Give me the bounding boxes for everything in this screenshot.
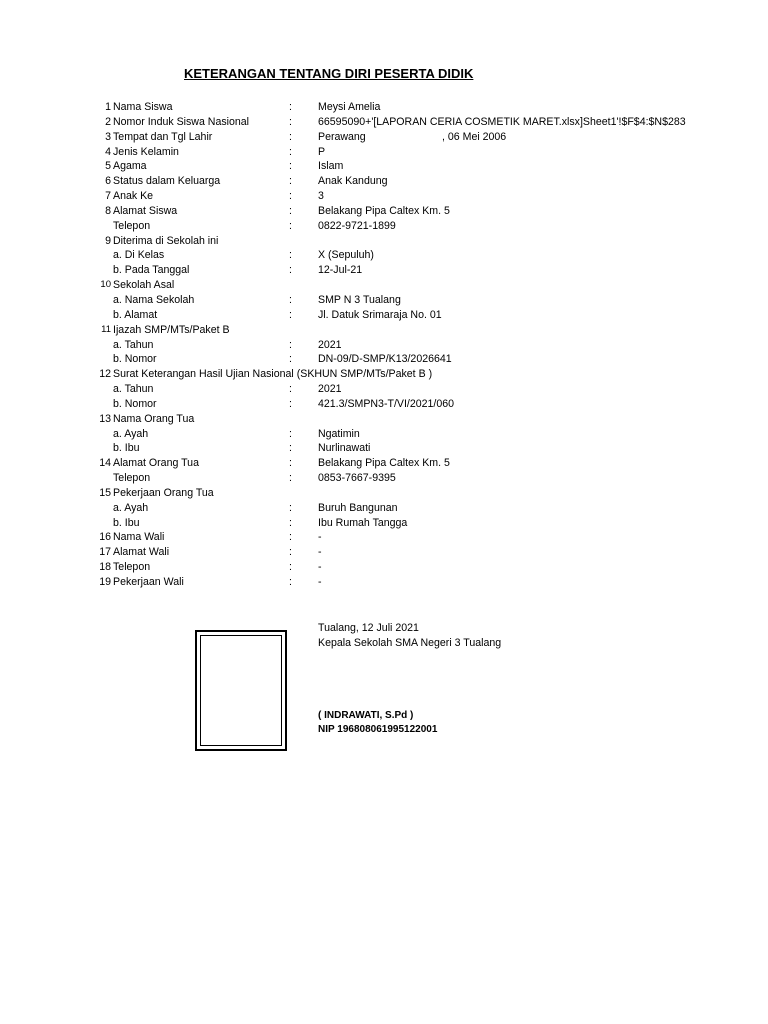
- row-value-date: , 06 Mei 2006: [442, 130, 507, 143]
- row-label: Alamat Siswa: [113, 204, 178, 217]
- row-value: -: [318, 531, 322, 544]
- row-number: 7: [105, 190, 111, 203]
- row-colon: :: [289, 427, 292, 440]
- student-info-list: [0, 100, 768, 590]
- row-label: Nama Wali: [113, 531, 165, 544]
- row-label: Alamat Wali: [113, 546, 170, 559]
- row-value: 12-Jul-21: [318, 264, 363, 277]
- row-number: 13: [99, 412, 111, 425]
- row-colon: :: [289, 531, 292, 544]
- row-colon: :: [289, 516, 292, 529]
- row-value: 2021: [318, 338, 342, 351]
- info-row: [0, 115, 768, 130]
- row-number: 10: [100, 279, 111, 291]
- row-value: Ngatimin: [318, 427, 360, 440]
- row-label: a. Tahun: [113, 338, 154, 351]
- info-row: [0, 338, 768, 353]
- info-row: [0, 219, 768, 234]
- row-colon: :: [289, 219, 292, 232]
- row-colon: :: [289, 472, 292, 485]
- row-value: Anak Kandung: [318, 175, 388, 188]
- info-row: [0, 412, 768, 427]
- row-value: 0822-9721-1899: [318, 219, 396, 232]
- row-number: 16: [99, 531, 111, 544]
- row-number: 12: [99, 368, 111, 381]
- row-value: X (Sepuluh): [318, 249, 374, 262]
- info-row: [0, 427, 768, 442]
- row-colon: :: [289, 546, 292, 559]
- info-row: [0, 367, 768, 382]
- row-number: 18: [99, 561, 111, 574]
- info-row: [0, 575, 768, 590]
- row-label: b. Nomor: [113, 353, 157, 366]
- row-label: Nomor Induk Siswa Nasional: [113, 115, 250, 128]
- row-number: 3: [105, 130, 111, 143]
- row-number: 2: [105, 115, 111, 128]
- row-label: a. Nama Sekolah: [113, 293, 195, 306]
- row-value: Belakang Pipa Caltex Km. 5: [318, 457, 450, 470]
- info-row: [0, 248, 768, 263]
- row-number: 9: [105, 234, 111, 247]
- info-row: [0, 278, 768, 293]
- row-colon: :: [289, 101, 292, 113]
- row-number: 14: [99, 457, 111, 470]
- row-label: Status dalam Keluarga: [113, 175, 221, 188]
- row-label: b. Ibu: [113, 516, 140, 529]
- info-row: [0, 441, 768, 456]
- row-value: Belakang Pipa Caltex Km. 5: [318, 204, 450, 217]
- info-row: [0, 560, 768, 575]
- info-row: [0, 486, 768, 501]
- info-row: [0, 130, 768, 145]
- row-number: 8: [105, 204, 111, 217]
- signatory-nip: NIP 196808061995122001: [318, 724, 438, 735]
- info-row: [0, 308, 768, 323]
- info-row: [0, 545, 768, 560]
- row-value: -: [318, 561, 322, 574]
- row-value: 421.3/SMPN3-T/VI/2021/060: [318, 397, 455, 410]
- info-row: [0, 516, 768, 531]
- row-colon: :: [289, 308, 292, 321]
- row-label: Alamat Orang Tua: [113, 457, 199, 470]
- row-label: Telepon: [113, 219, 151, 232]
- row-colon: :: [289, 501, 292, 514]
- row-colon: :: [289, 204, 292, 217]
- row-label: Anak Ke: [113, 190, 154, 203]
- signature-place-date: Tualang, 12 Juli 2021: [318, 622, 419, 634]
- row-number: 15: [99, 486, 111, 499]
- row-value: Buruh Bangunan: [318, 501, 398, 514]
- row-colon: :: [289, 397, 292, 410]
- row-value: 0853-7667-9395: [318, 472, 396, 485]
- row-colon: :: [289, 130, 292, 143]
- row-value: Jl. Datuk Srimaraja No. 01: [318, 308, 442, 321]
- row-colon: :: [289, 457, 292, 470]
- info-row: [0, 382, 768, 397]
- info-row: [0, 204, 768, 219]
- row-label: Surat Keterangan Hasil Ujian Nasional (SKHUN SMP/MTs/Paket B ): [113, 368, 433, 381]
- row-value: Meysi Amelia: [318, 101, 381, 113]
- row-value: Nurlinawati: [318, 442, 371, 455]
- info-row: [0, 471, 768, 486]
- photo-inner-border: [200, 635, 282, 746]
- row-value: Ibu Rumah Tangga: [318, 516, 408, 529]
- signatory-name: ( INDRAWATI, S.Pd ): [318, 710, 414, 721]
- row-colon: :: [289, 249, 292, 262]
- info-row: [0, 263, 768, 278]
- row-number: 4: [105, 145, 111, 158]
- row-label: Pekerjaan Orang Tua: [113, 486, 214, 499]
- document-title: KETERANGAN TENTANG DIRI PESERTA DIDIK: [184, 66, 474, 81]
- info-row: [0, 397, 768, 412]
- info-row: [0, 189, 768, 204]
- row-value: Perawang: [318, 130, 366, 143]
- info-row: [0, 159, 768, 174]
- row-value: 66595090+'[LAPORAN CERIA COSMETIK MARET.xlsx]Sheet1'!$F$4:$N$283: [318, 115, 686, 128]
- row-colon: :: [289, 175, 292, 188]
- info-row: [0, 456, 768, 471]
- row-label: Nama Siswa: [113, 101, 173, 113]
- row-colon: :: [289, 190, 292, 203]
- row-colon: :: [289, 115, 292, 128]
- row-colon: :: [289, 383, 292, 396]
- row-value: Islam: [318, 160, 344, 173]
- row-label: a. Di Kelas: [113, 249, 165, 262]
- row-label: Pekerjaan Wali: [113, 576, 184, 588]
- info-row: [0, 352, 768, 367]
- row-label: Tempat dan Tgl Lahir: [113, 130, 213, 143]
- row-label: Jenis Kelamin: [113, 145, 179, 158]
- row-label: Nama Orang Tua: [113, 412, 195, 425]
- row-label: Diterima di Sekolah ini: [113, 234, 219, 247]
- row-label: a. Ayah: [113, 501, 149, 514]
- row-value: 2021: [318, 383, 342, 396]
- row-label: b. Pada Tanggal: [113, 264, 190, 277]
- row-number: 19: [99, 576, 111, 588]
- row-label: Agama: [113, 160, 147, 173]
- info-row: [0, 174, 768, 189]
- row-colon: :: [289, 264, 292, 277]
- row-colon: :: [289, 338, 292, 351]
- row-colon: :: [289, 442, 292, 455]
- info-row: [0, 530, 768, 545]
- signature-position: Kepala Sekolah SMA Negeri 3 Tualang: [318, 637, 502, 649]
- info-row: [0, 323, 768, 338]
- row-label: Sekolah Asal: [113, 279, 175, 292]
- row-colon: :: [289, 293, 292, 306]
- row-value: -: [318, 576, 322, 588]
- row-label: a. Tahun: [113, 383, 154, 396]
- row-label: b. Nomor: [113, 397, 157, 410]
- row-value: DN-09/D-SMP/K13/2026641: [318, 353, 452, 366]
- photo-placeholder: [195, 630, 287, 751]
- row-label: b. Alamat: [113, 308, 158, 321]
- row-number: 5: [105, 160, 111, 173]
- row-label: b. Ibu: [113, 442, 140, 455]
- row-label: a. Ayah: [113, 427, 149, 440]
- info-row: [0, 293, 768, 308]
- row-value: P: [318, 145, 326, 158]
- row-colon: :: [289, 576, 292, 588]
- row-label: Ijazah SMP/MTs/Paket B: [113, 323, 230, 336]
- row-colon: :: [289, 561, 292, 574]
- info-row: [0, 145, 768, 160]
- row-colon: :: [289, 353, 292, 366]
- info-row: [0, 234, 768, 249]
- row-value: -: [318, 546, 322, 559]
- row-value: 3: [318, 190, 324, 203]
- row-number: 1: [105, 101, 111, 113]
- row-number: 6: [105, 175, 111, 188]
- row-label: Telepon: [113, 561, 151, 574]
- row-value: SMP N 3 Tualang: [318, 293, 401, 306]
- info-row: [0, 501, 768, 516]
- row-colon: :: [289, 160, 292, 173]
- row-number: 11: [101, 323, 111, 335]
- row-colon: :: [289, 145, 292, 158]
- info-row: [0, 100, 768, 115]
- row-number: 17: [99, 546, 111, 559]
- row-label: Telepon: [113, 472, 151, 485]
